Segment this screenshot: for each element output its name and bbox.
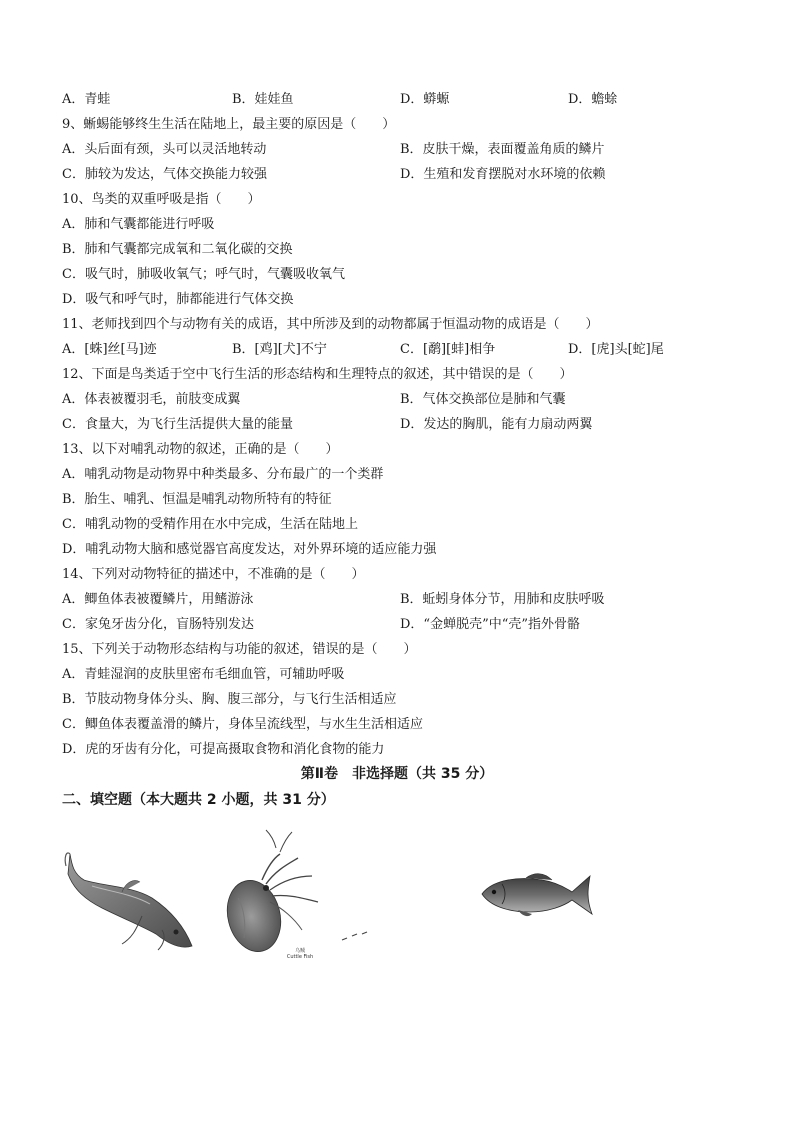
caption-line-1: 乌贼 [294, 948, 305, 954]
q9-option-b: B．皮肤干燥，表面覆盖角质的鳞片 [400, 142, 605, 157]
q12-option-c: C．食量大，为飞行生活提供大量的能量 [62, 417, 293, 432]
caption-line-2: Cuttle Fish [286, 954, 314, 960]
q14-option-b: B．蚯蚓身体分节，用肺和皮肤呼吸 [400, 592, 605, 607]
q15-stem: 15、下列关于动物形态结构与功能的叙述，错误的是（ ） [62, 642, 417, 657]
q15-option-d: D．虎的牙齿有分化，可提高摄取食物和消化食物的能力 [62, 742, 385, 757]
q15-option-a: A．青蛙湿润的皮肤里密布毛细血管，可辅助呼吸 [62, 667, 345, 682]
q9-stem: 9、蜥蜴能够终生生活在陆地上，最主要的原因是（ ） [62, 117, 396, 132]
q8-option-b: B．娃娃鱼 [232, 92, 294, 107]
image-caption [280, 948, 320, 960]
q10-option-b: B．肺和气囊都完成氧和二氧化碳的交换 [62, 242, 293, 257]
q14-option-a: A．鲫鱼体表被覆鳞片，用鳍游泳 [62, 592, 254, 607]
q9-option-a: A．头后面有颈，头可以灵活地转动 [62, 142, 267, 157]
q8-option-d: D．蟾蜍 [568, 92, 618, 107]
q12-option-a: A．体表被覆羽毛，前肢变成翼 [62, 392, 241, 407]
q11-option-a: A．[蛛]丝[马]迹 [62, 342, 157, 357]
q12-stem: 12、下面是鸟类适于空中飞行生活的形态结构和生理特点的叙述，其中错误的是（ ） [62, 367, 573, 382]
q12-option-d: D．发达的胸肌，能有力扇动两翼 [400, 417, 593, 432]
q13-option-c: C．哺乳动物的受精作用在水中完成，生活在陆地上 [62, 517, 358, 532]
q10-option-d: D．吸气和呼气时，肺都能进行气体交换 [62, 292, 294, 307]
q10-option-c: C．吸气时，肺吸收氧气；呼气时，气囊吸收氧气 [62, 267, 345, 282]
small-fish-marks [340, 926, 380, 946]
q10-option-a: A．肺和气囊都能进行呼吸 [62, 217, 215, 232]
q15-option-c: C．鲫鱼体表覆盖滑的鳞片，身体呈流线型，与水生生活相适应 [62, 717, 423, 732]
q13-option-d: D．哺乳动物大脑和感觉器官高度发达，对外界环境的适应能力强 [62, 542, 437, 557]
q9-option-c: C．肺较为发达，气体交换能力较强 [62, 167, 267, 182]
fish-illustration-1 [62, 846, 202, 956]
q11-option-c: C．[鹬][蚌]相争 [400, 342, 496, 357]
carp-illustration [478, 870, 596, 920]
q14-option-d: D．“金蝉脱壳”中“壳”指外骨骼 [400, 617, 581, 632]
q14-option-c: C．家兔牙齿分化，盲肠特别发达 [62, 617, 254, 632]
cuttlefish-illustration [218, 828, 330, 956]
q11-option-d: D．[虎]头[蛇]尾 [568, 342, 664, 357]
q10-stem: 10、鸟类的双重呼吸是指（ ） [62, 192, 261, 207]
q8-option-c: D．蟒螈 [400, 92, 450, 107]
q13-option-b: B．胎生、哺乳、恒温是哺乳动物所特有的特征 [62, 492, 332, 507]
q11-option-b: B．[鸡][犬]不宁 [232, 342, 327, 357]
q12-option-b: B．气体交换部位是肺和气囊 [400, 392, 566, 407]
q13-stem: 13、以下对哺乳动物的叙述，正确的是（ ） [62, 442, 339, 457]
part2-title: 第Ⅱ卷 非选择题（共 35 分） [300, 766, 494, 782]
q9-option-d: D．生殖和发育摆脱对水环境的依赖 [400, 167, 606, 182]
q11-stem: 11、老师找到四个与动物有关的成语，其中所涉及到的动物都属于恒温动物的成语是（ ） [62, 317, 599, 332]
section-title: 二、填空题（本大题共 2 小题，共 31 分） [62, 792, 335, 808]
q8-option-a: A．青蛙 [62, 92, 111, 107]
q13-option-a: A．哺乳动物是动物界中种类最多、分布最广的一个类群 [62, 467, 384, 482]
q14-stem: 14、下列对动物特征的描述中，不准确的是（ ） [62, 567, 365, 582]
q15-option-b: B．节肢动物身体分头、胸、腹三部分，与飞行生活相适应 [62, 692, 397, 707]
